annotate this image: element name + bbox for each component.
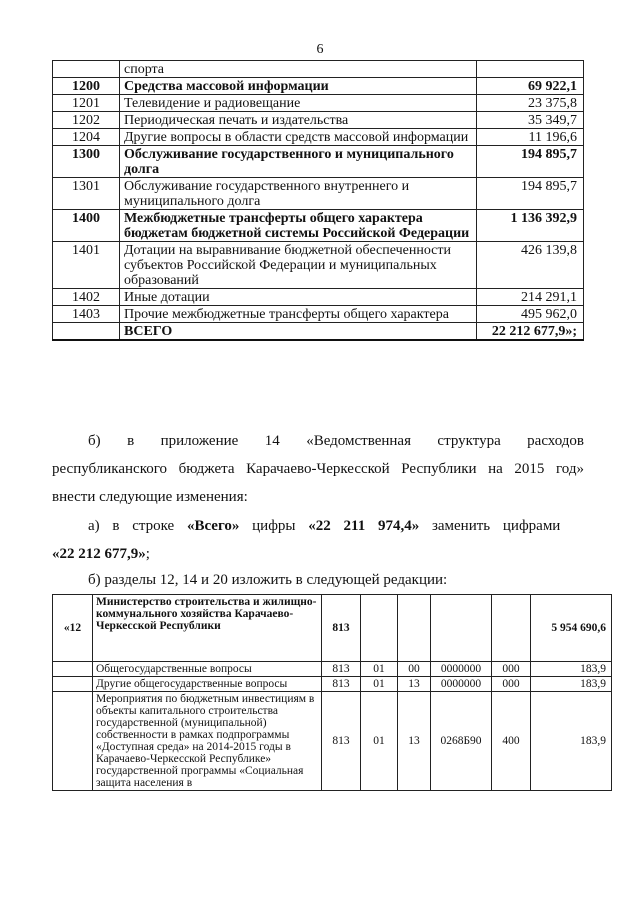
text-fragment: ; (145, 546, 150, 562)
section-code: 1403 (53, 306, 120, 323)
table-row (53, 129, 584, 146)
departmental-structure-table (52, 594, 612, 791)
section-code: 1202 (53, 112, 120, 129)
section-code: 1300 (53, 146, 120, 178)
table-row (53, 95, 584, 112)
amount: 5 954 690,6 (531, 595, 612, 662)
ministry-name: Министерство строительства и жилищно-коммунального хозяйства Карачаево-Черкесской Республики (93, 595, 322, 662)
target-code (431, 595, 492, 662)
section-amount: 194 895,7 (477, 178, 584, 210)
section-name: спорта (120, 61, 477, 78)
subsection-code: 13 (398, 692, 431, 791)
row-number (53, 692, 93, 791)
section-amount: 69 922,1 (477, 78, 584, 95)
ministry-code: 813 (322, 595, 361, 662)
paragraph-line (52, 540, 584, 568)
section-code: 1200 (53, 78, 120, 95)
paragraph-line: б) разделы 12, 14 и 20 изложить в следующей редакции: (88, 572, 448, 588)
section-amount (477, 61, 584, 78)
section-code: 1401 (53, 242, 120, 289)
table-row (53, 178, 584, 210)
bold-fragment: «Всего» (186, 518, 240, 534)
row-name: Другие общегосударственные вопросы (93, 677, 322, 692)
target-code: 0000000 (431, 677, 492, 692)
section-name: Обслуживание государственного внутреннего и муниципального долга (120, 178, 477, 210)
total-row (53, 323, 584, 341)
table-row (53, 692, 612, 791)
table-row (53, 662, 612, 677)
expense-type: 000 (492, 662, 531, 677)
paragraph-line (52, 512, 584, 540)
section-amount: 495 962,0 (477, 306, 584, 323)
text-fragment: заменить цифрами (419, 518, 561, 534)
target-code: 0268Б90 (431, 692, 492, 791)
section-code: 01 (361, 677, 398, 692)
section-name: Дотации на выравнивание бюджетной обеспеченности субъектов Российской Федерации и муниципальных образований (120, 242, 477, 289)
amount: 183,9 (531, 692, 612, 791)
section-code: 1402 (53, 289, 120, 306)
table-row (53, 289, 584, 306)
total-code (53, 323, 120, 341)
total-label: ВСЕГО (120, 323, 477, 341)
section-code: 1400 (53, 210, 120, 242)
section-name: Обслуживание государственного и муниципального долга (120, 146, 477, 178)
expense-type: 000 (492, 677, 531, 692)
section-name: Телевидение и радиовещание (120, 95, 477, 112)
table-row (53, 78, 584, 95)
section-amount: 194 895,7 (477, 146, 584, 178)
row-number (53, 677, 93, 692)
subsection-code: 13 (398, 677, 431, 692)
table-row (53, 306, 584, 323)
table-header-row (53, 595, 612, 662)
ministry-code: 813 (322, 662, 361, 677)
table-row (53, 61, 584, 78)
target-code: 0000000 (431, 662, 492, 677)
section-code (361, 595, 398, 662)
text-fragment: а) в строке (88, 518, 187, 534)
table-row (53, 210, 584, 242)
section-name: Периодическая печать и издательства (120, 112, 477, 129)
section-name: Прочие межбюджетные трансферты общего характера (120, 306, 477, 323)
subsection-code: 00 (398, 662, 431, 677)
table-row (53, 242, 584, 289)
section-code: 1201 (53, 95, 120, 112)
bold-number: «22 211 974,4» (308, 518, 420, 534)
bold-number: «22 212 677,9» (52, 546, 146, 562)
row-name: Мероприятия по бюджетным инвестициям в объекты капитального строительства государственной (муниципальной) собственности в рамках подпрограммы «Доступная среда» на 2014-2015 годы в Карачаево-Черкесской Республике» государственной программы «Социальная защита населения в (93, 692, 322, 791)
section-amount: 426 139,8 (477, 242, 584, 289)
section-amount: 11 196,6 (477, 129, 584, 146)
ministry-code: 813 (322, 692, 361, 791)
table-row (53, 112, 584, 129)
section-amount: 23 375,8 (477, 95, 584, 112)
section-amount: 1 136 392,9 (477, 210, 584, 242)
section-code: 1301 (53, 178, 120, 210)
section-code: 01 (361, 662, 398, 677)
section-amount: 35 349,7 (477, 112, 584, 129)
section-name: Другие вопросы в области средств массовой информации (120, 129, 477, 146)
paragraph-line: б) в приложение 14 «Ведомственная структура расходов (88, 433, 584, 449)
expense-type: 400 (492, 692, 531, 791)
section-name: Иные дотации (120, 289, 477, 306)
expense-type (492, 595, 531, 662)
text-fragment: цифры (239, 518, 309, 534)
section-code: 1204 (53, 129, 120, 146)
row-number (53, 662, 93, 677)
amount: 183,9 (531, 677, 612, 692)
paragraph-line: внести следующие изменения: (52, 489, 248, 505)
ministry-code: 813 (322, 677, 361, 692)
section-amount: 214 291,1 (477, 289, 584, 306)
section-code (53, 61, 120, 78)
section-name: Средства массовой информации (120, 78, 477, 95)
amount: 183,9 (531, 662, 612, 677)
subsection-code (398, 595, 431, 662)
section-code: 01 (361, 692, 398, 791)
table-row (53, 677, 612, 692)
paragraph-line: республиканского бюджета Карачаево-Черкесской Республики на 2015 год» (52, 461, 584, 477)
total-amount: 22 212 677,9»; (477, 323, 584, 341)
row-name: Общегосударственные вопросы (93, 662, 322, 677)
section-name: Межбюджетные трансферты общего характера бюджетам бюджетной системы Российской Федерации (120, 210, 477, 242)
section-number: «12 (53, 595, 93, 662)
functional-classification-table (52, 60, 584, 341)
page-number: 6 (316, 42, 324, 57)
table-row (53, 146, 584, 178)
